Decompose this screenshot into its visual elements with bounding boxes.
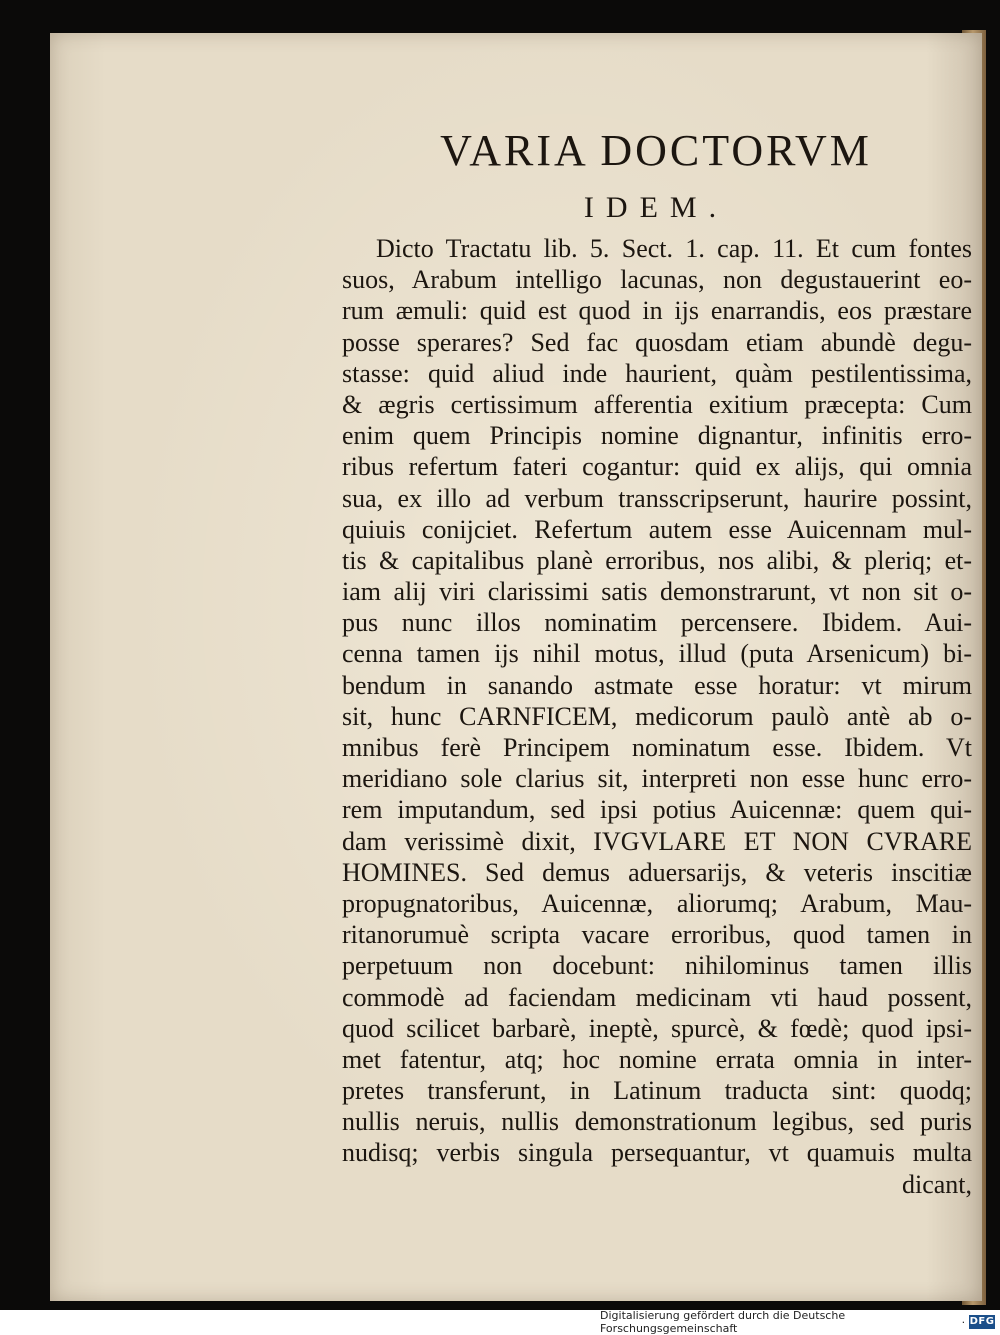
text-line: nullis neruis, nullis demonstrationum legibus, sed puris	[342, 1107, 972, 1137]
text-line: perpetuum non docebunt: nihilominus tamen illis	[342, 951, 972, 981]
text-line: bendum in sanando astmate esse horatur: vt mirum	[342, 670, 972, 700]
text-line: ribus refertum fateri cogantur: quid ex alijs, qui omnia	[342, 452, 972, 482]
text-line: pus nunc illos nominatim percensere. Ibidem. Aui-	[342, 608, 972, 638]
text-line: sit, hunc CARNFICEM, medicorum paulò antè ab o-	[342, 701, 972, 731]
text-line: commodè ad faciendam medicinam vti haud possent,	[342, 982, 972, 1012]
text-line: suos, Arabum intelligo lacunas, non degustauerint eo-	[342, 265, 972, 295]
text-line: quod scilicet barbarè, ineptè, spurcè, & fœdè; quod ipsi-	[342, 1013, 972, 1043]
footer-separator: ·	[961, 1315, 966, 1329]
running-head: VARIA DOCTORVM	[440, 126, 872, 175]
book-page	[50, 33, 982, 1301]
text-line: tis & capitalibus planè erroribus, nos alibi, & pleriq; et-	[342, 545, 972, 575]
text-line: mnibus ferè Principem nominatum esse. Ibidem. Vt	[342, 733, 972, 762]
text-line: iam alij viri clarissimi satis demonstrarunt, vt non sit o-	[342, 577, 972, 607]
text-line: sua, ex illo ad verbum transscripserunt, haurire possint,	[342, 483, 972, 513]
text-line: HOMINES. Sed demus aduersarijs, & veteris inscitiæ	[342, 857, 972, 887]
digitization-footer	[600, 1309, 995, 1335]
body-text	[342, 233, 972, 1200]
text-line: Dicto Tractatu lib. 5. Sect. 1. cap. 11. Et cum fontes	[376, 234, 972, 263]
text-line: enim quem Principis nomine dignantur, infinitis erro-	[342, 421, 972, 451]
text-line: met fatentur, atq; hoc nomine errata omnia in inter-	[342, 1044, 972, 1074]
text-line: pretes transferunt, in Latinum traducta sint: quodq;	[342, 1076, 972, 1106]
footer-credit: Digitalisierung gefördert durch die Deutsche Forschungsgemeinschaft	[600, 1309, 846, 1335]
text-line: nudisq; verbis singula persequantur, vt quamuis multa	[342, 1138, 972, 1168]
section-title: IDEM.	[583, 191, 729, 224]
text-line: rem imputandum, sed ipsi potius Auicennæ: quem qui-	[342, 795, 972, 825]
text-line: cenna tamen ijs nihil motus, illud (puta Arsenicum) bi-	[342, 639, 972, 669]
text-line: rum æmuli: quid est quod in ijs enarrandis, eos præstare	[342, 296, 972, 326]
text-line: propugnatoribus, Auicennæ, aliorumq; Arabum, Mau-	[342, 888, 972, 918]
text-line: meridiano sole clarius sit, interpreti non esse hunc erro-	[342, 764, 972, 794]
text-line: ritanorumuè scripta vacare erroribus, quod tamen in	[342, 920, 972, 950]
text-line: posse sperares? Sed fac quosdam etiam abundè degu-	[342, 327, 972, 357]
text-line: stasse: quid aliud inde haurient, quàm pestilentissima,	[342, 358, 972, 388]
dfg-logo: DFG	[969, 1316, 995, 1327]
text-line: quiuis conijciet. Refertum autem esse Auicennam mul-	[342, 514, 972, 544]
text-line: dam verissimè dixit, IVGVLARE ET NON CVRARE	[342, 826, 972, 856]
text-line: & ægris certissimum afferentia exitium præcepta: Cum	[342, 389, 972, 419]
catchword: dicant,	[901, 1169, 972, 1199]
